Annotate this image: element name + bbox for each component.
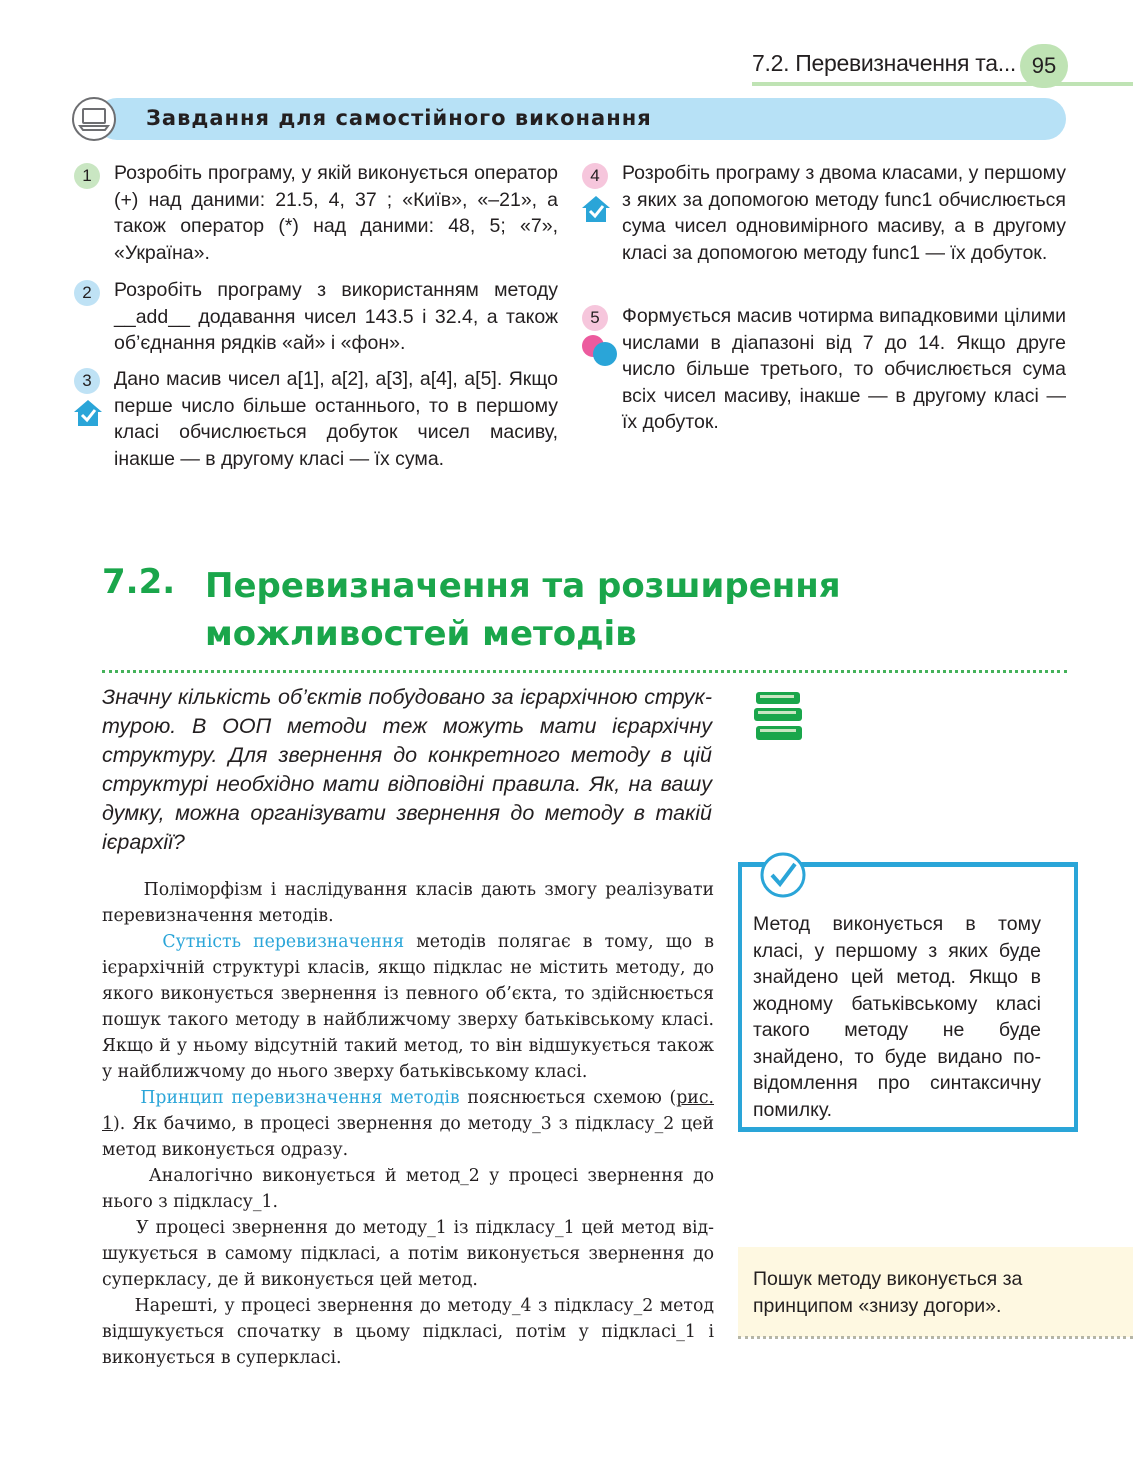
paragraph-1: Поліморфізм і наслідування класів дають змогу реалізувати перевизначення методів.: [102, 880, 714, 926]
header-rule: [752, 82, 1133, 86]
books-stack-icon: [752, 688, 808, 746]
section-title: Перевизначення та розширення можливостей методів: [205, 566, 841, 654]
term-principle: Принцип перевизначення методів: [140, 1088, 460, 1108]
pair-circles-icon: [580, 333, 620, 369]
body-text: [102, 877, 714, 1371]
section-divider: [102, 670, 1067, 673]
note-text: Метод виконується в тому класі, у першому з яких буде знайдено цей метод. Якщо в жодному батьківському класі такого методу не буде знайдено, то буде видано повідомлення про синтаксичну помилку.: [753, 913, 1041, 1121]
home-check-icon: [580, 194, 612, 224]
term-essence: Сутність перевизначення: [162, 932, 405, 952]
page-number: 95: [1020, 44, 1068, 88]
intro-question: Значну кількість об’єктів побудовано за ієрархічною структурою. В ООП методи теж можуть мати ієрархічну структуру. Для звернення до конкретного методу в цій структурі необхідно мати відповідні правила. Як, на вашу думку, можна організувати звернення до методу в такій ієрархії?: [102, 685, 712, 854]
yellow-note-text: Пошук методу виконується за принципом «знизу догори».: [753, 1268, 1023, 1317]
task-4-text: Розробіть програму з двома класами, у першому з яких за допомогою методу func1 обчислюється сума чисел одновимірного масиву, а в другому класі за допомогою методу func1 — їх добуток.: [622, 162, 1066, 264]
task-number-3: 3: [74, 368, 100, 394]
checkmark-circle-icon: [760, 852, 806, 898]
task-number-4: 4: [582, 163, 608, 189]
yellow-note-divider: [738, 1336, 1133, 1339]
laptop-icon: [72, 97, 116, 141]
paragraph-5: У процесі звернення до методу_1 із підкласу_1 цей метод відшукується в самому підкласі, а потім виконується звернення до суперкласу, де й виконується цей метод.: [102, 1218, 715, 1290]
paragraph-2: Сутність перевизначення методів полягає в тому, що в ієрархічній структурі класів, якщо підклас не містить методу, до якого виконується звернення із певного об’єкта, то здійснюється пошук такого методу в найближчому зверху батьківському класі. Якщо й у ньому відсутній такий метод, то він відшукується також у найближчому до нього зверху батьківському класі.: [102, 932, 714, 1082]
task-number-5: 5: [582, 305, 608, 331]
task-3-text: Дано масив чисел a[1], a[2], a[3], a[4], a[5]. Якщо перше число більше останнього, то в першому класі обчислюється добуток чисел масиву, інакше — в другому класі — їх сума.: [114, 368, 558, 470]
banner-title: Завдання для самостійного виконання: [146, 106, 652, 130]
running-title: 7.2. Перевизначення та...: [752, 50, 1017, 76]
task-1-text: Розробіть програму, у якій виконується оператор (+) над даними: 21.5, 4, 37 ; «Київ», «–21», а також оператор (*) над даними: 48, 5; «7», «Україна».: [114, 162, 558, 264]
section-number: 7.2.: [102, 562, 176, 602]
figure-link[interactable]: рис. 1: [102, 1088, 715, 1134]
home-check-icon: [72, 398, 104, 428]
task-5-text: Формується масив чотирма випадковими цілими числами в діапазоні від 7 до 14. Якщо друге число більше третього, то обчислюється сума всіх чисел масиву, інакше — в другому класі — їх добуток.: [622, 305, 1066, 433]
task-2-text: Розробіть програму з використанням методу __add__ додавання чисел 143.5 і 32.4, а також об’єднання рядків «ай» і «фон».: [114, 279, 558, 354]
paragraph-6: Нарешті, у процесі звернення до методу_4 з підкласу_2 метод відшукується спочатку в цьому підкласі, потім у підкласі_1 і виконується в суперкласі.: [102, 1296, 715, 1368]
task-number-2: 2: [74, 280, 100, 306]
task-number-1: 1: [74, 163, 100, 189]
paragraph-4: Аналогічно виконується й метод_2 у процесі звернення до нього з підкласу_1.: [102, 1166, 714, 1212]
paragraph-3: Принцип перевизначення методів пояснюється схемою (рис. 1). Як бачимо, в процесі звернення до методу_3 з підкласу_2 цей метод виконується одразу.: [102, 1088, 715, 1160]
